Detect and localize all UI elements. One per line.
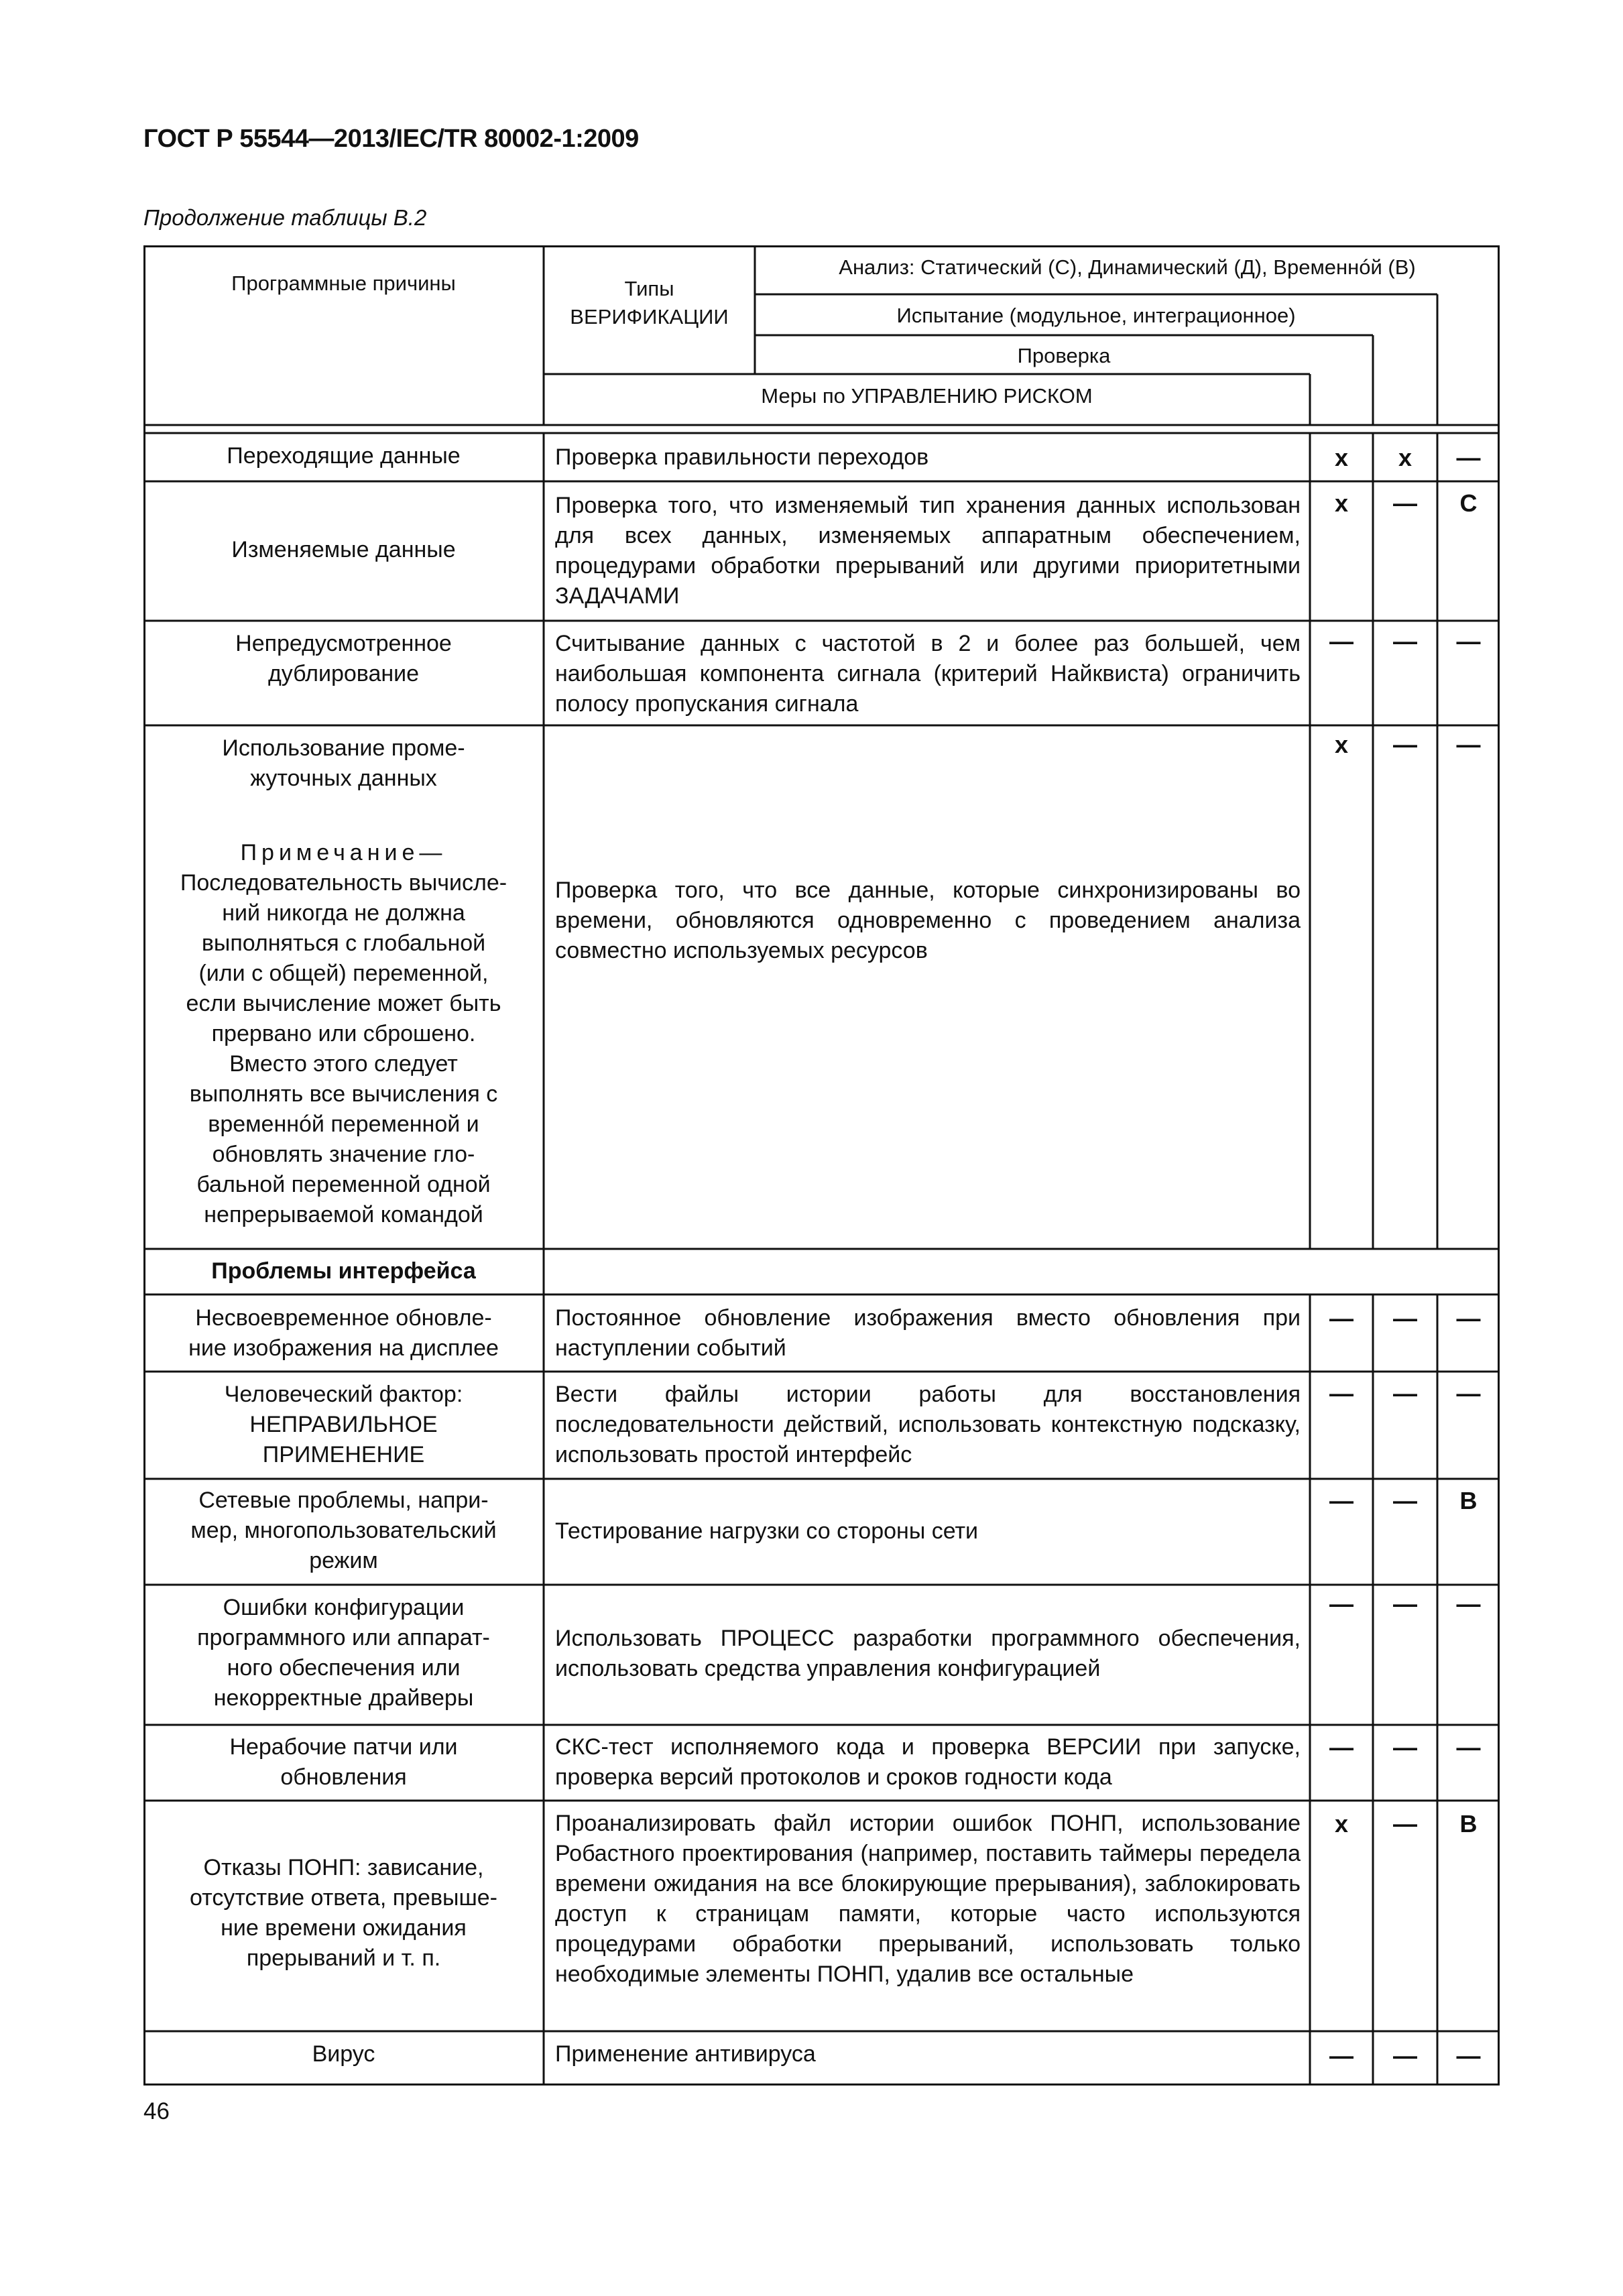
row-cause: Непредусмотренное дублирование <box>235 631 452 686</box>
mark-analysis: x <box>1334 1810 1349 1837</box>
mark-inspection: — <box>1456 1305 1481 1332</box>
row-cause: Отказы ПОНП: зависание, отсутствие ответа, превыше- ние времени ожидания прерываний и т. п. <box>190 1855 497 1971</box>
mark-analysis: — <box>1329 1380 1354 1407</box>
mark-analysis: x <box>1334 731 1349 758</box>
row-cause: Ошибки конфигурации программного или аппарат- ного обеспечения или некорректные драйверы <box>197 1595 490 1711</box>
row-cause: Вирус <box>312 2041 375 2067</box>
row-cause: Сетевые проблемы, напри- мер, многопользовательский режим <box>190 1488 497 1573</box>
mark-testing: — <box>1393 489 1417 517</box>
mark-inspection: — <box>1456 444 1481 471</box>
row-cause: Человеческий фактор: НЕПРАВИЛЬНОЕ ПРИМЕНЕНИЕ <box>224 1382 463 1467</box>
mark-analysis: — <box>1329 1305 1354 1332</box>
row-measure: Проанализировать файл истории ошибок ПОНП, использование Робастного проектирования (например, поставить таймеры передела времени ожидания на все блокирующие прерывания), заблокировать доступ к страницам памяти, которые часто используются процедурами обработки прерываний, использовать только необходимые элементы ПОНП, удалив все остальные <box>555 1811 1301 1987</box>
mark-testing: — <box>1393 1734 1417 1761</box>
row-cause: Переходящие данные <box>227 443 461 469</box>
row-cause: Несвоевременное обновле- ние изображения на дисплее <box>188 1305 499 1361</box>
mark-inspection: — <box>1456 2042 1481 2069</box>
row-measure: Проверка того, что все данные, которые синхронизированы во времени, обновляются одновременно с проведением анализа совместно используемых ресурсов <box>555 878 1301 963</box>
section-title: Проблемы интерфейса <box>211 1258 476 1284</box>
mark-inspection: В <box>1459 1487 1478 1514</box>
header-verification-types: Типы ВЕРИФИКАЦИИ <box>570 277 729 328</box>
row-measure: Вести файлы истории работы для восстановления последовательности действий, использовать контекстную подсказку, использовать простой интерфейс <box>555 1382 1301 1467</box>
mark-analysis: — <box>1329 1734 1354 1761</box>
mark-analysis: — <box>1329 1487 1354 1514</box>
row-measure: СКС-тест исполняемого кода и проверка ВЕРСИИ при запуске, проверка версий протоколов и сроков годности кода <box>555 1734 1301 1790</box>
mark-inspection: — <box>1456 627 1481 655</box>
note-text: Последовательность вычисле- ний никогда не должна выполняться с глобальной (или с общей) переменной, если вычисление может быть прервано или сброшено. Вместо этого следует выполнять все вычисления с временнóй переменной и обновлять значение гло- бальной переменной одной непрерываемой командой <box>180 870 507 1227</box>
mark-analysis: x <box>1334 489 1349 517</box>
mark-inspection: — <box>1456 1590 1481 1618</box>
mark-testing: — <box>1393 1380 1417 1407</box>
mark-analysis: x <box>1334 444 1349 471</box>
mark-testing: — <box>1393 1305 1417 1332</box>
risk-control-table <box>143 245 1500 2086</box>
note-label: Примечание— <box>240 840 447 865</box>
mark-testing: x <box>1398 444 1412 471</box>
row-measure: Проверка того, что изменяемый тип хранения данных использован для всех данных, изменяемых аппаратным обеспечением, процедурами обработки прерываний или другими приоритетными ЗАДАЧАМИ <box>555 493 1301 609</box>
mark-testing: — <box>1393 731 1417 758</box>
mark-testing: — <box>1393 2042 1417 2069</box>
table-caption: Продолжение таблицы В.2 <box>143 205 427 230</box>
header-analysis: Анализ: Статический (С), Динамический (Д), Временнóй (В) <box>839 255 1416 279</box>
mark-analysis: — <box>1329 2042 1354 2069</box>
mark-inspection: В <box>1459 1810 1478 1837</box>
mark-testing: — <box>1393 1590 1417 1618</box>
mark-analysis: — <box>1329 1590 1354 1618</box>
row-cause: Использование проме- жуточных данных <box>222 735 465 791</box>
mark-testing: — <box>1393 1810 1417 1837</box>
row-cause: Нерабочие патчи или обновления <box>229 1734 458 1790</box>
header-causes: Программные причины <box>231 271 456 295</box>
mark-inspection: С <box>1459 489 1478 517</box>
row-measure: Проверка правильности переходов <box>555 444 929 470</box>
mark-inspection: — <box>1456 1380 1481 1407</box>
header-inspection: Проверка <box>1017 344 1111 367</box>
mark-inspection: — <box>1456 731 1481 758</box>
row-measure: Применение антивируса <box>555 2041 816 2067</box>
header-testing: Испытание (модульное, интеграционное) <box>896 304 1296 327</box>
page-number: 46 <box>143 2098 170 2124</box>
header-risk-measures: Меры по УПРАВЛЕНИЮ РИСКОМ <box>761 384 1093 408</box>
mark-testing: — <box>1393 627 1417 655</box>
document-header: ГОСТ Р 55544—2013/IEC/TR 80002-1:2009 <box>143 125 639 153</box>
row-measure: Использовать ПРОЦЕСС разработки программного обеспечения, использовать средства управления конфигурацией <box>555 1626 1301 1681</box>
mark-testing: — <box>1393 1487 1417 1514</box>
mark-inspection: — <box>1456 1734 1481 1761</box>
row-measure: Тестирование нагрузки со стороны сети <box>555 1518 979 1544</box>
row-cause: Изменяемые данные <box>231 537 456 562</box>
mark-analysis: — <box>1329 627 1354 655</box>
row-measure: Считывание данных с частотой в 2 и более раз большей, чем наибольшая компонента сигнала (критерий Найквиста) ограничить полосу пропускания сигнала <box>555 631 1301 717</box>
row-measure: Постоянное обновление изображения вместо обновления при наступлении событий <box>555 1305 1301 1361</box>
